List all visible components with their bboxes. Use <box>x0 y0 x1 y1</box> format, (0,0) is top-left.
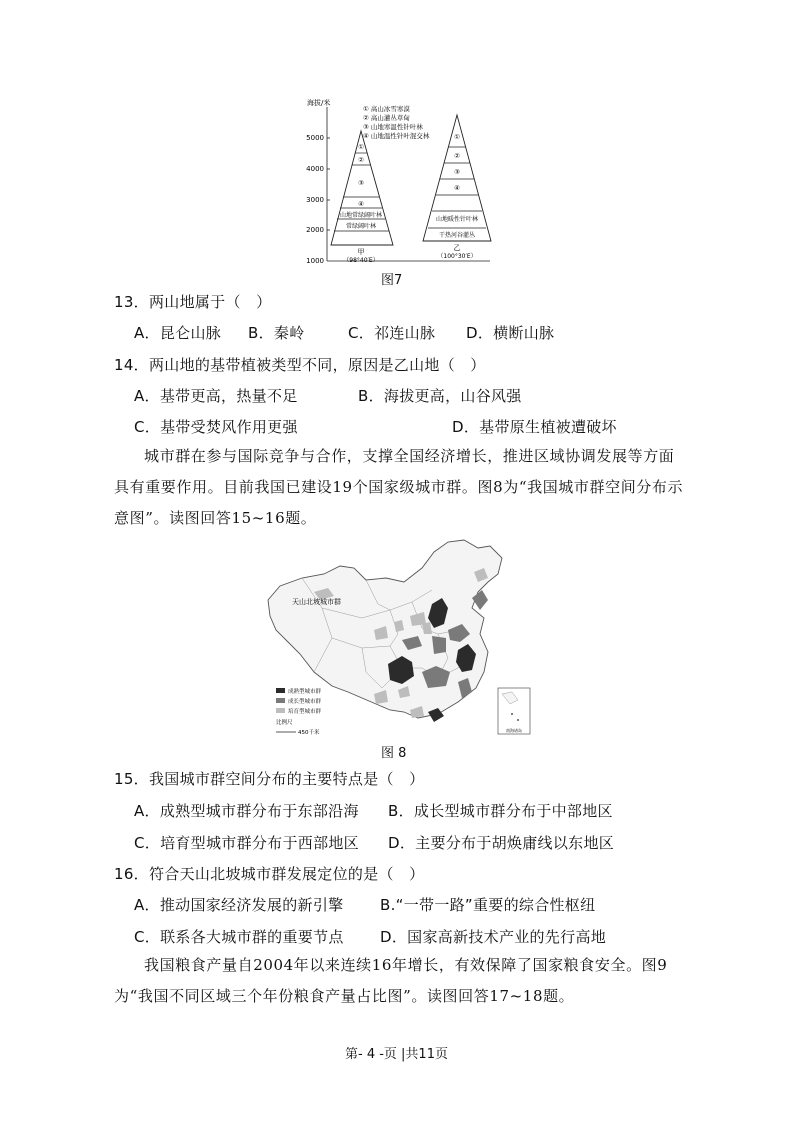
q15-option-a[interactable]: A．成熟型城市群分布于东部沿海 <box>134 802 359 820</box>
yi-zone-3: ③ <box>454 168 460 176</box>
legend-swatch-mature <box>276 688 285 693</box>
q16-option-a[interactable]: A．推动国家经济发展的新引擎 <box>134 896 344 914</box>
legend-item-2: ② 高山灌丛草甸 <box>363 114 410 122</box>
question-16-stem: 16．符合天山北坡城市群发展定位的是（ ） <box>114 865 425 883</box>
jia-zone-6: 常绿阔叶林 <box>345 223 377 230</box>
jia-name: 甲 <box>357 248 365 256</box>
mountain-jia <box>331 131 393 264</box>
yi-name: 乙 <box>453 244 461 252</box>
y-tick-4000: 4000 <box>306 165 324 173</box>
figure-8-map <box>262 538 534 740</box>
jia-zone-3: ③ <box>358 179 364 187</box>
q14-option-d[interactable]: D．基带原生植被遭破坏 <box>452 418 617 436</box>
page-footer: 第- 4 -页 |共11页 <box>345 1047 448 1062</box>
legend-swatch-growing <box>276 698 285 703</box>
q14-option-b[interactable]: B．海拔更高，山谷风强 <box>358 387 522 405</box>
q16-option-c[interactable]: C．联系各大城市群的重要节点 <box>134 928 344 946</box>
q13-option-c[interactable]: C．祁连山脉 <box>348 324 436 342</box>
q14-option-c[interactable]: C．基带受焚风作用更强 <box>134 418 298 436</box>
q14-option-a[interactable]: A．基带更高，热量不足 <box>134 387 298 405</box>
legend-mature: 成熟型城市群 <box>288 689 322 695</box>
q15-option-c[interactable]: C．培育型城市群分布于西部地区 <box>134 834 359 852</box>
figure-7-diagram <box>295 95 495 270</box>
jia-zone-1: ① <box>358 143 364 151</box>
figure-8-legend <box>276 687 322 736</box>
legend-swatch-nurturing <box>276 708 285 713</box>
south-china-sea-inset <box>498 688 530 734</box>
y-tick-3000: 3000 <box>306 196 324 204</box>
y-tick-5000: 5000 <box>306 134 324 142</box>
yi-zone-5: 山地暖性针叶林 <box>435 216 479 223</box>
inset-label: 南海诸岛 <box>506 728 522 733</box>
y-tick-1000: 1000 <box>306 257 324 265</box>
figure-8-caption: 图 8 <box>381 746 407 761</box>
q13-option-b[interactable]: B．秦岭 <box>248 324 305 342</box>
q16-option-b[interactable]: B.“一带一路”重要的综合性枢纽 <box>380 896 596 914</box>
q15-option-d[interactable]: D．主要分布于胡焕庸线以东地区 <box>388 834 615 852</box>
jia-coord: （98°40′E） <box>343 257 379 264</box>
question-13-stem: 13．两山地属于（ ） <box>114 293 272 311</box>
q13-option-d[interactable]: D．横断山脉 <box>466 324 555 342</box>
yi-coord: （100°30′E） <box>437 253 477 260</box>
passage-grain-production: 我国粮食产量自2004年以来连续16年增长，有效保障了国家粮食安全。图9为“我国不同区域三个年份粮食产量占比图”。读图回答17~18题。 <box>114 956 668 1005</box>
legend-nurturing: 培育型城市群 <box>288 709 322 715</box>
legend-item-3: ③ 山地寒温性针叶林 <box>363 123 423 131</box>
jia-zone-4: ④ <box>358 200 364 208</box>
yi-zone-1: ① <box>454 133 460 141</box>
y-tick-2000: 2000 <box>306 226 324 234</box>
scale-value: 450千米 <box>298 730 320 736</box>
figure-7-legend <box>363 104 430 140</box>
q16-option-d[interactable]: D．国家高新技术产业的先行高地 <box>380 928 607 946</box>
legend-item-4: ④ 山地温性针叶混交林 <box>363 132 430 140</box>
q13-option-a[interactable]: A．昆仑山脉 <box>134 324 222 342</box>
jia-zone-5: 山地常绿阔叶林 <box>339 212 383 219</box>
yi-zone-4: ④ <box>454 184 460 192</box>
mountain-yi <box>423 115 491 260</box>
jia-zone-2: ② <box>358 156 364 164</box>
y-ticks <box>306 134 330 265</box>
yi-zone-2: ② <box>454 152 460 160</box>
figure-7-caption: 图7 <box>381 273 403 288</box>
growing-cluster-central-plains <box>432 636 446 654</box>
y-axis-label: 海拔/米 <box>307 99 331 107</box>
question-15-stem: 15．我国城市群空间分布的主要特点是（ ） <box>114 770 425 788</box>
passage-urban-agglomeration: 城市群在参与国际竞争与合作，支撑全国经济增长，推进区域协调发展等方面具有重要作用。目前我国已建设19个国家级城市群。图8为“我国城市群空间分布示意图”。读图回答15~16题。 <box>114 447 684 527</box>
q15-option-b[interactable]: B．成长型城市群分布于中部地区 <box>388 802 613 820</box>
legend-item-1: ① 高山冰雪寒漠 <box>363 105 410 113</box>
scale-title: 比例尺 <box>276 720 293 726</box>
tianshan-label: 天山北坡城市群 <box>292 598 341 606</box>
legend-growing: 成长型城市群 <box>288 699 322 705</box>
figure-7 <box>295 95 495 270</box>
china-map <box>262 538 534 740</box>
question-14-stem: 14．两山地的基带植被类型不同，原因是乙山地（ ） <box>114 356 486 374</box>
yi-zone-6: 干热河谷灌丛 <box>438 232 476 239</box>
